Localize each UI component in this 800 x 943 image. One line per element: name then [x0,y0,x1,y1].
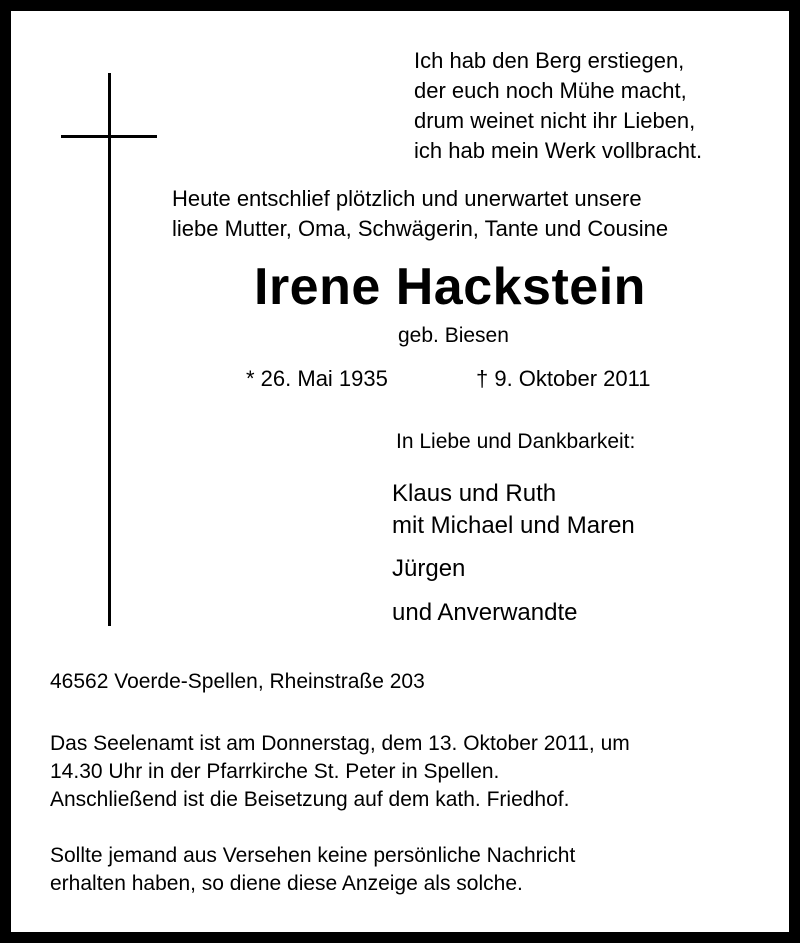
notice-text [50,842,575,898]
birth-date: * 26. Mai 1935 [246,366,388,391]
poem-line: ich hab mein Werk vollbracht. [414,138,703,163]
poem-line: drum weinet nicht ihr Lieben, [414,108,696,133]
service-line: Das Seelenamt ist am Donnerstag, dem 13. Oktober 2011, um [50,732,630,755]
poem-line: Ich hab den Berg erstiegen, [414,48,685,73]
cross-icon-horizontal-bar [61,135,157,138]
poem-block [414,46,702,166]
address: 46562 Voerde-Spellen, Rheinstraße 203 [50,670,425,693]
service-line: 14.30 Uhr in der Pfarrkirche St. Peter in Spellen. [50,760,500,783]
death-date: † 9. Oktober 2011 [476,366,651,391]
mourner-line: mit Michael und Maren [392,512,635,539]
cross-icon-vertical-bar [108,73,111,626]
mourner-line: und Anverwandte [392,599,578,626]
notice-line: erhalten haben, so diene diese Anzeige als solche. [50,872,523,895]
mourner-line: Jürgen [392,555,466,582]
service-details [50,730,630,814]
poem-line: der euch noch Mühe macht, [414,78,687,103]
deceased-name: Irene Hackstein [254,258,646,316]
intro-line: liebe Mutter, Oma, Schwägerin, Tante und Cousine [172,216,669,241]
intro-text [172,184,668,244]
mourner-line: Klaus und Ruth [392,480,557,507]
notice-line: Sollte jemand aus Versehen keine persönliche Nachricht [50,844,576,867]
mourners-heading: In Liebe und Dankbarkeit: [396,430,636,453]
maiden-name: geb. Biesen [398,324,509,347]
intro-line: Heute entschlief plötzlich und unerwartet unsere [172,186,642,211]
service-line: Anschließend ist die Beisetzung auf dem kath. Friedhof. [50,788,570,811]
